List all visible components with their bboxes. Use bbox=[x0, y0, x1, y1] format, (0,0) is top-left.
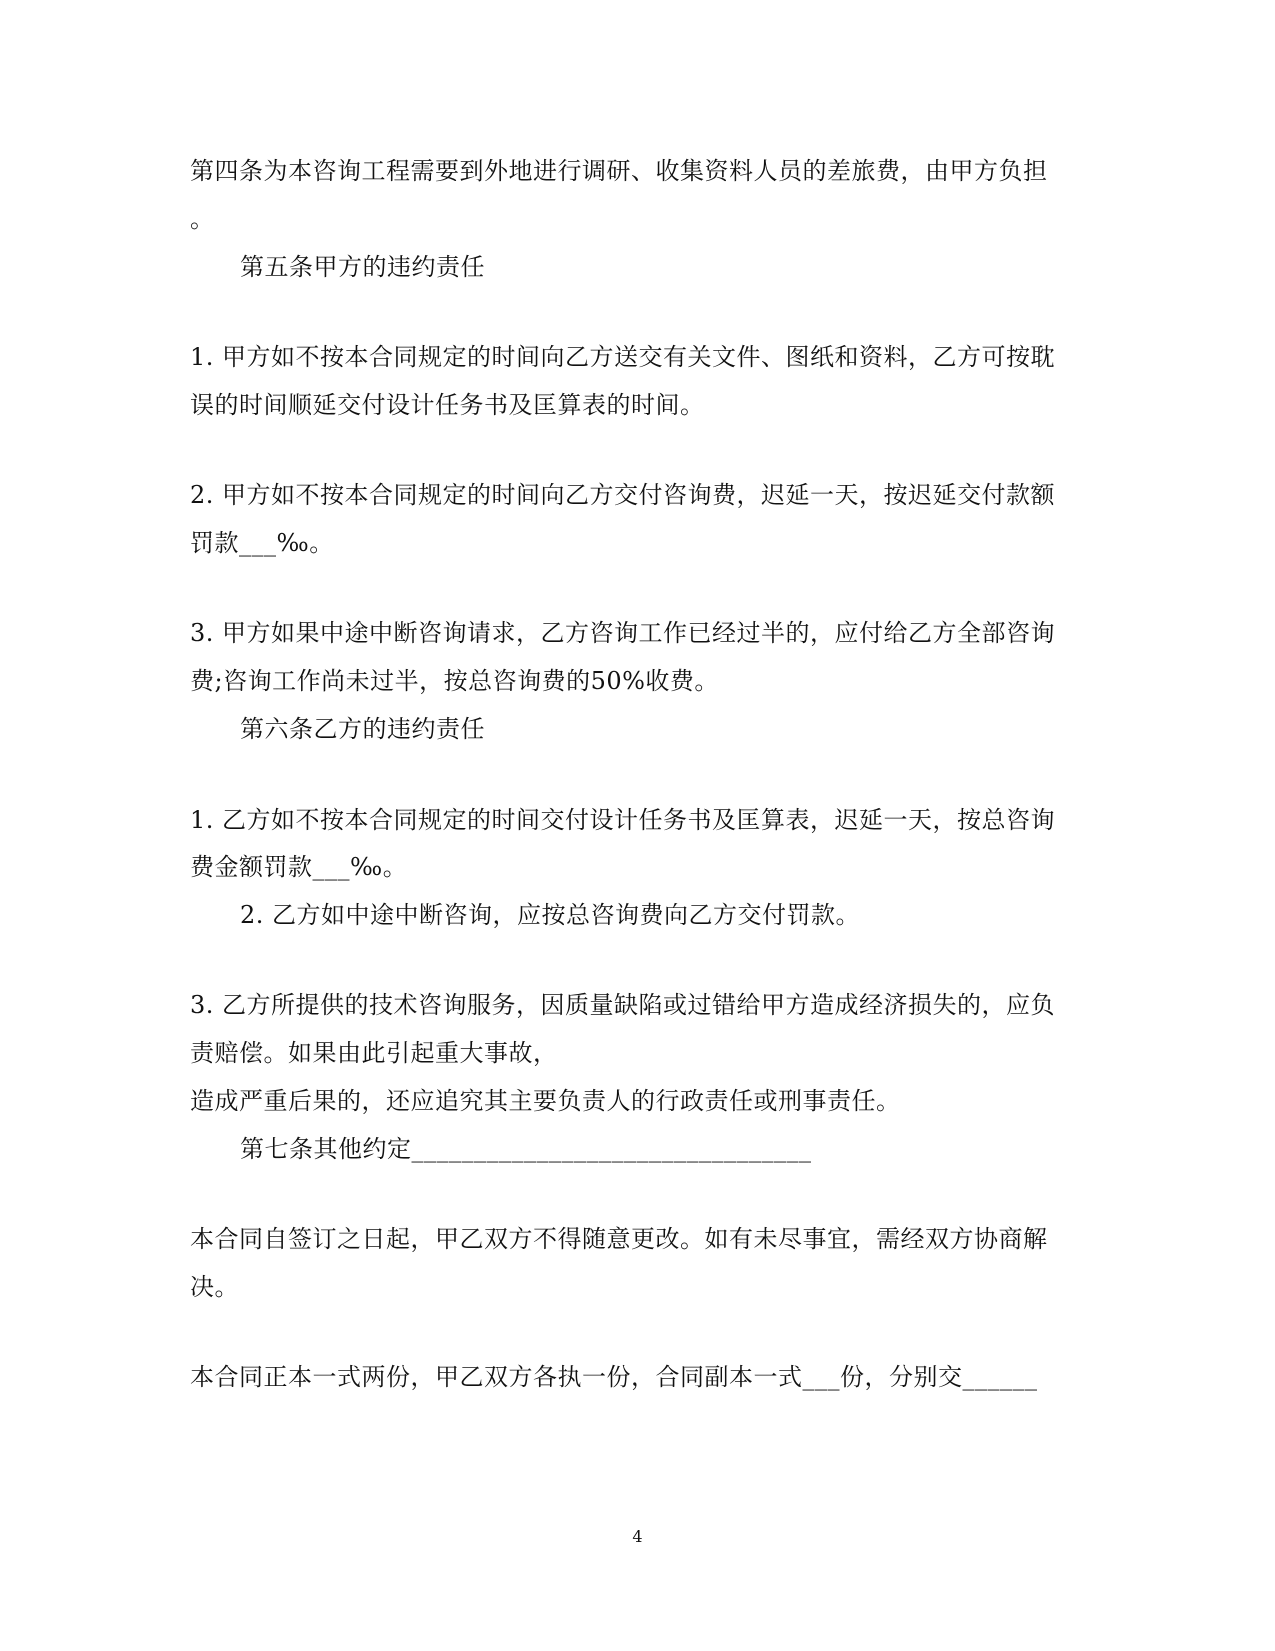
copies-clause-line-1: 本合同正本一式两份，甲乙双方各执一份，合同副本一式___份，分别交______ bbox=[190, 1363, 1038, 1391]
article-6-clause-1-line-2: 费金额罚款___‰。 bbox=[190, 853, 408, 881]
article-6-clause-3-line-2: 责赔偿。如果由此引起重大事故， bbox=[190, 1039, 558, 1067]
amendment-clause-line-1: 本合同自签订之日起，甲乙双方不得随意更改。如有未尽事宜，需经双方协商解 bbox=[190, 1225, 1048, 1253]
article-5-clause-2-line-1: 2. 甲方如不按本合同规定的时间向乙方交付咨询费，迟延一天，按迟延交付款额 bbox=[190, 481, 1056, 509]
article-5-heading: 第五条甲方的违约责任 bbox=[240, 253, 485, 281]
article-5-clause-1-line-2: 误的时间顺延交付设计任务书及匡算表的时间。 bbox=[190, 391, 705, 419]
article-7-heading: 第七条其他约定________________________________ bbox=[240, 1135, 812, 1163]
article-6-clause-2: 2. 乙方如中途中断咨询，应按总咨询费向乙方交付罚款。 bbox=[240, 901, 861, 929]
article-5-clause-3-line-2: 费;咨询工作尚未过半，按总咨询费的50%收费。 bbox=[190, 667, 719, 695]
article-6-clause-1-line-1: 1. 乙方如不按本合同规定的时间交付设计任务书及匡算表，迟延一天，按总咨询 bbox=[190, 806, 1056, 834]
amendment-clause-line-2: 决。 bbox=[190, 1273, 239, 1301]
article-6-clause-3-line-1: 3. 乙方所提供的技术咨询服务，因质量缺陷或过错给甲方造成经济损失的，应负 bbox=[190, 991, 1056, 1019]
page-number: 4 bbox=[632, 1527, 643, 1546]
article-5-clause-2-line-2: 罚款___‰。 bbox=[190, 529, 334, 557]
article-5-clause-3-line-1: 3. 甲方如果中途中断咨询请求，乙方咨询工作已经过半的，应付给乙方全部咨询 bbox=[190, 619, 1056, 647]
article-4-line-1: 第四条为本咨询工程需要到外地进行调研、收集资料人员的差旅费，由甲方负担 bbox=[190, 157, 1048, 185]
article-6-clause-3-line-3: 造成严重后果的，还应追究其主要负责人的行政责任或刑事责任。 bbox=[190, 1087, 901, 1115]
article-4-line-2: 。 bbox=[190, 205, 215, 233]
article-6-heading: 第六条乙方的违约责任 bbox=[240, 715, 485, 743]
article-5-clause-1-line-1: 1. 甲方如不按本合同规定的时间向乙方送交有关文件、图纸和资料，乙方可按耽 bbox=[190, 343, 1056, 371]
